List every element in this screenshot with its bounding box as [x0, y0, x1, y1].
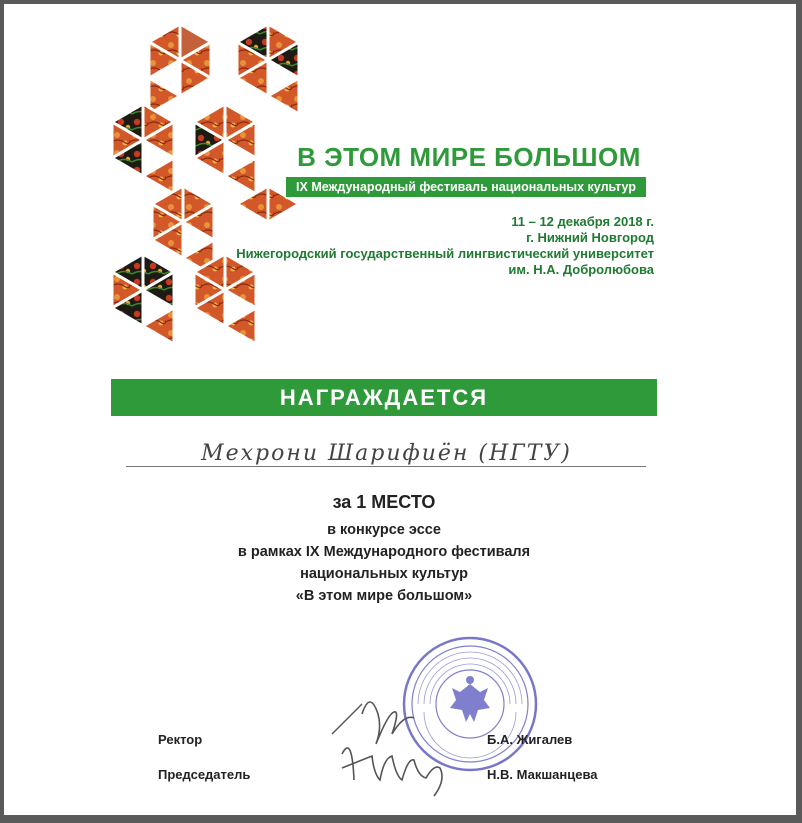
- award-line: «В этом мире большом»: [295, 588, 473, 604]
- rector-label: Ректор: [158, 732, 203, 747]
- festival-subtitle-bar: IX Международный фестиваль национальных культур: [286, 177, 646, 197]
- chair-label: Председатель: [158, 767, 251, 782]
- event-dates: 11 – 12 декабря 2018 г.: [511, 214, 654, 229]
- university-name: им. Н.А. Добролюбова: [508, 262, 654, 277]
- university-title: Нижегородский государственный лингвистический университет: [236, 246, 654, 261]
- rector-name: Б.А. Жигалев: [487, 732, 573, 747]
- recipient-underline: [126, 466, 646, 467]
- award-place: за 1 МЕСТО: [332, 492, 436, 512]
- event-info: [236, 214, 654, 278]
- award-line: национальных культур: [300, 566, 468, 582]
- award-banner: НАГРАЖДАЕТСЯ: [111, 379, 657, 416]
- award-description: [4, 519, 764, 607]
- recipient-name: Мехрони Шарифиён (НГТУ): [201, 441, 572, 466]
- handwritten-signatures: [322, 684, 462, 804]
- festival-title: В ЭТОМ МИРЕ БОЛЬШОМ: [297, 142, 641, 172]
- award-line: в конкурсе эссе: [327, 522, 441, 538]
- chair-name: Н.В. Макшанцева: [487, 767, 598, 782]
- khokhloma-hexagon-ornament: [4, 4, 304, 364]
- certificate-sheet: [4, 4, 796, 815]
- event-city: г. Нижний Новгород: [526, 230, 654, 245]
- award-line: в рамках IX Международного фестиваля: [237, 544, 531, 560]
